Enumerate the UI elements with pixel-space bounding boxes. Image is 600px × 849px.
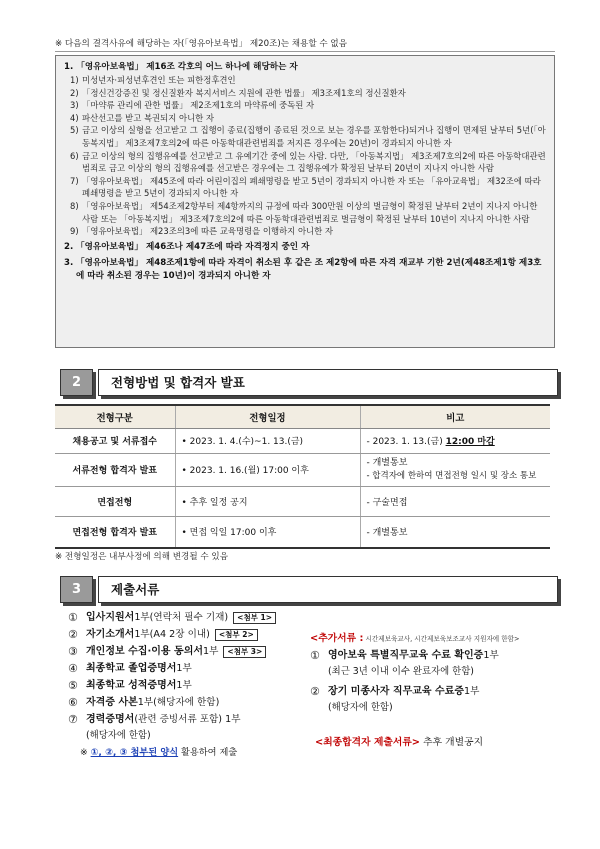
date-cell: • 추후 일정 공지 — [175, 486, 360, 516]
section-number: 2 — [60, 369, 93, 396]
note-cell: - 2023. 1. 13.(금) 12:00 마감 — [360, 428, 550, 453]
col-header: 비고 — [360, 405, 550, 428]
stage-cell: 채용공고 및 서류접수 — [55, 428, 175, 453]
table-row — [55, 516, 550, 548]
disq-item-2: 2. 「영유아보육법」 제46조나 제47조에 따라 자격정지 중인 자 — [64, 241, 310, 252]
doc-item: ② 자기소개서 1부(A4 2장 이내) <첨부 2> — [68, 626, 308, 643]
extra-docs-heading: <추가서류 : 시간제보육교사, 시간제보육보조교사 지원자에 한함> — [310, 633, 520, 644]
table-row — [55, 486, 550, 516]
doc-item-sub: (해당자에 한함) — [86, 730, 151, 741]
date-cell: • 2023. 1. 16.(월) 17:00 이후 — [175, 453, 360, 486]
doc-item: ⑤ 최종학교 성적증명서 1부 — [68, 679, 192, 692]
extra-doc-sub: (최근 3년 이내 이수 완료자에 한함) — [328, 666, 474, 677]
doc-item: ④ 최종학교 졸업증명서 1부 — [68, 662, 192, 675]
doc-item: ⑥ 자격증 사본 1부(해당자에 한함) — [68, 696, 220, 709]
disq-item-3: 3. 「영유아보육법」 제48조제1항에 따라 자격이 취소된 후 같은 조 제2항에 따른 자격 재교부 기한 2년(제48조제1항 제3호에 따라 취소된 경우는 10년)이 경과되지 아니한 자 — [64, 257, 542, 281]
extra-docs — [310, 631, 560, 715]
extra-doc-sub: (해당자에 한함) — [328, 702, 393, 713]
note-cell: - 구술면접 — [360, 486, 550, 516]
table-row — [55, 453, 550, 486]
attachment-tag: <첨부 3> — [223, 646, 266, 658]
attachment-note: ※ ①, ②, ③ 첨부된 양식 활용하여 제출 — [80, 747, 238, 758]
col-header: 전형일정 — [175, 405, 360, 428]
schedule-table — [55, 404, 550, 549]
section-number: 3 — [60, 576, 93, 603]
disq-item: 4) 파산선고를 받고 복권되지 아니한 자 — [70, 112, 215, 123]
disq-heading: 1. 「영유아보육법」 제16조 각호의 어느 하나에 해당하는 자 — [64, 62, 298, 72]
stage-cell: 면접전형 합격자 발표 — [55, 516, 175, 548]
doc-item: ③ 개인정보 수집·이용 동의서 1부 <첨부 3> — [68, 643, 308, 660]
note-cell: - 개별통보 - 합격자에 한하여 면접전형 일시 및 장소 통보 — [360, 453, 550, 486]
disq-item: 7) 「영유아보육법」 제45조에 따라 어린이집의 폐쇄명령을 받고 5년이 경과되지 아니한 자 또는 「유아교육법」 제32조에 따라 폐쇄명령을 받고 5년이 경과되지 아니한 자 — [70, 175, 541, 199]
table-header — [55, 405, 550, 428]
col-header: 전형구분 — [55, 405, 175, 428]
disq-item: 5) 금고 이상의 실형을 선고받고 그 집행이 종료(집행이 종료된 것으로 보는 경우를 포함한다)되거나 집행이 면제된 날부터 5년(「아동복지법」 제3조제7호의2에 따른 아동학대관련범죄를 저지른 경우에는 20년)이 경과되지 아니한 자 — [70, 125, 546, 148]
schedule-note: ※ 전형일정은 내부사정에 의해 변경될 수 있음 — [55, 552, 229, 562]
disq-item: 3) 「마약류 관리에 관한 법률」 제2조제1호의 마약류에 중독된 자 — [70, 100, 315, 111]
extra-doc-item: ② 장기 미종사자 직무교육 수료증 1부 — [310, 685, 480, 698]
section-title: 제출서류 — [98, 576, 558, 603]
disq-item: 2) 「정신건강증진 및 정신질환자 복지서비스 지원에 관한 법률」 제3조제1호의 정신질환자 — [70, 87, 406, 98]
disqualification-note: ※ 다음의 결격사유에 해당하는 자(「영유아보육법」 제20조)는 채용할 수 없음 — [55, 39, 348, 49]
disq-item: 6) 금고 이상의 형의 집행유예를 선고받고 그 유예기간 중에 있는 사람. 다만, 「아동복지법」 제3조제7호의2에 따른 아동학대관련범죄로 금고 이상의 형의 집행유예를 선고받은 경우에는 그 집행유예가 확정된 날부터 20년이 지나지 아니한 사람 — [70, 150, 546, 174]
final-docs-note: <최종합격자 제출서류> 추후 개별공지 — [315, 737, 484, 748]
doc-item: ① 입사지원서 1부(연락처 필수 기재) <첨부 1> — [68, 609, 308, 626]
doc-item: ⑦ 경력증명서 (관련 증빙서류 포함) 1부 — [68, 713, 241, 726]
date-cell: • 면접 익일 17:00 이후 — [175, 516, 360, 548]
stage-cell: 서류전형 합격자 발표 — [55, 453, 175, 486]
disq-item: 1) 미성년자·피성년후견인 또는 피한정후견인 — [70, 75, 236, 85]
required-docs-list — [68, 609, 308, 760]
date-cell: • 2023. 1. 4.(수)~1. 13.(금) — [175, 428, 360, 453]
attachment-tag: <첨부 2> — [215, 629, 258, 641]
extra-doc-item: ① 영아보육 특별직무교육 수료 확인증 1부 — [310, 649, 499, 662]
attachment-link[interactable]: ①, ②, ③ 첨부된 양식 — [90, 747, 179, 758]
divider — [55, 51, 555, 52]
stage-cell: 면접전형 — [55, 486, 175, 516]
disqualification-box — [55, 55, 555, 348]
note-cell: - 개별통보 — [360, 516, 550, 548]
table-row — [55, 428, 550, 453]
deadline-emphasis: 12:00 마감 — [445, 437, 495, 447]
disq-item: 8) 「영유아보육법」 제54조제2항부터 제4항까지의 규정에 따라 300만원 이상의 벌금형이 확정된 날부터 2년이 지나지 아니한 사람 또는 「아동복지법」 제3조제7호의2에 따른 아동학대관련범죄로 벌금형이 확정된 날부터 10년이 지나지 아니한 사람 — [70, 200, 538, 224]
section-title: 전형방법 및 합격자 발표 — [98, 369, 558, 396]
disq-item: 9) 「영유아보육법」 제23조의3에 따른 교육명령을 이행하지 아니한 자 — [70, 226, 333, 237]
attachment-tag: <첨부 1> — [233, 612, 276, 624]
